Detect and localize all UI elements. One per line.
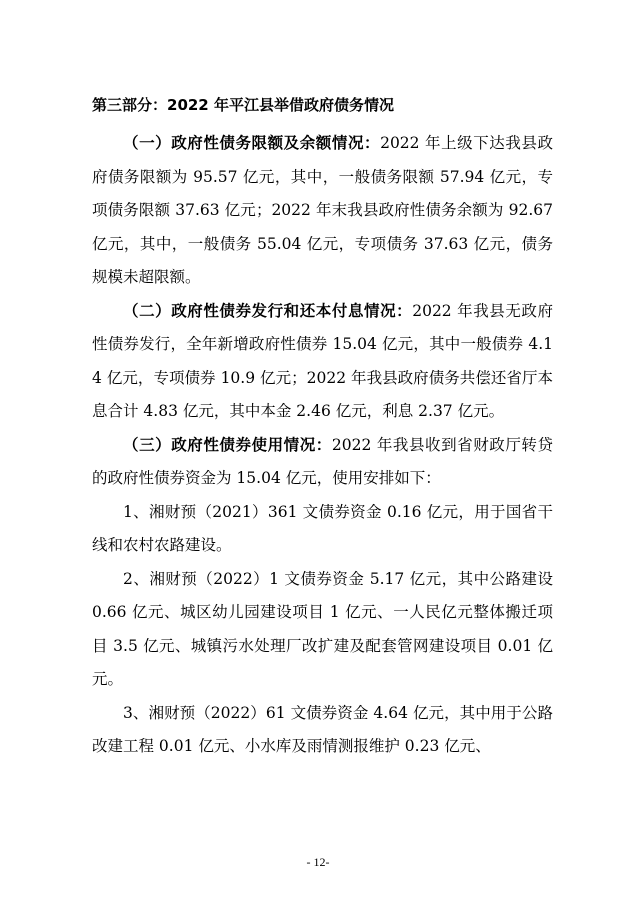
list-item: 2、湘财预（2022）1 文债券资金 5.17 亿元，其中公路建设 0.66 亿元、城区幼儿园建设项目 1 亿元、一人民亿元整体搬迁项目 3.5 亿元、城镇污水处理厂改扩建及配套管网建设项目 0.01 亿元。: [92, 569, 553, 688]
paragraph-text: 2022 年上级下达我县政府债务限额为 95.57 亿元，其中，一般债务限额 57.94 亿元，专项债务限额 37.63 亿元；2022 年末我县政府性债务余额为 92.67 亿元，其中，一般债务 55.04 亿元，专项债务 37.63 亿元，债务规模未超限额。: [92, 134, 553, 286]
list-item: 1、湘财预（2021）361 文债券资金 0.16 亿元，用于国省干线和农村农路建设。: [92, 502, 553, 554]
page-number: - 12-: [306, 855, 330, 869]
document-body: [92, 94, 553, 764]
paragraph-bond-issuance: [92, 295, 553, 429]
paragraph-text: 2022 年我县无政府性债券发行，全年新增政府性债券 15.04 亿元，其中一般债券 4.14 亿元，专项债券 10.9 亿元；2022 年我县政府债务共偿还省厅本息合计 4.83 亿元，其中本金 2.46 亿元，利息 2.37 亿元。: [92, 301, 553, 420]
paragraph-lead: （三）政府性债券使用情况：: [123, 435, 332, 454]
paragraph-debt-limit: [92, 127, 553, 295]
list-item: 3、湘财预（2022）61 文债券资金 4.64 亿元，其中用于公路改建工程 0.01 亿元、小水库及雨情测报维护 0.23 亿元、: [92, 703, 553, 755]
paragraph-text: 2022 年我县收到省财政厅转贷的政府性债券资金为 15.04 亿元，使用安排如下：: [92, 435, 553, 487]
section-heading: 第三部分：2022 年平江县举借政府债务情况: [92, 96, 394, 114]
paragraph-bond-usage: [92, 429, 553, 496]
paragraph-lead: （二）政府性债券发行和还本付息情况：: [123, 301, 413, 320]
paragraph-lead: （一）政府性债务限额及余额情况：: [123, 134, 381, 152]
